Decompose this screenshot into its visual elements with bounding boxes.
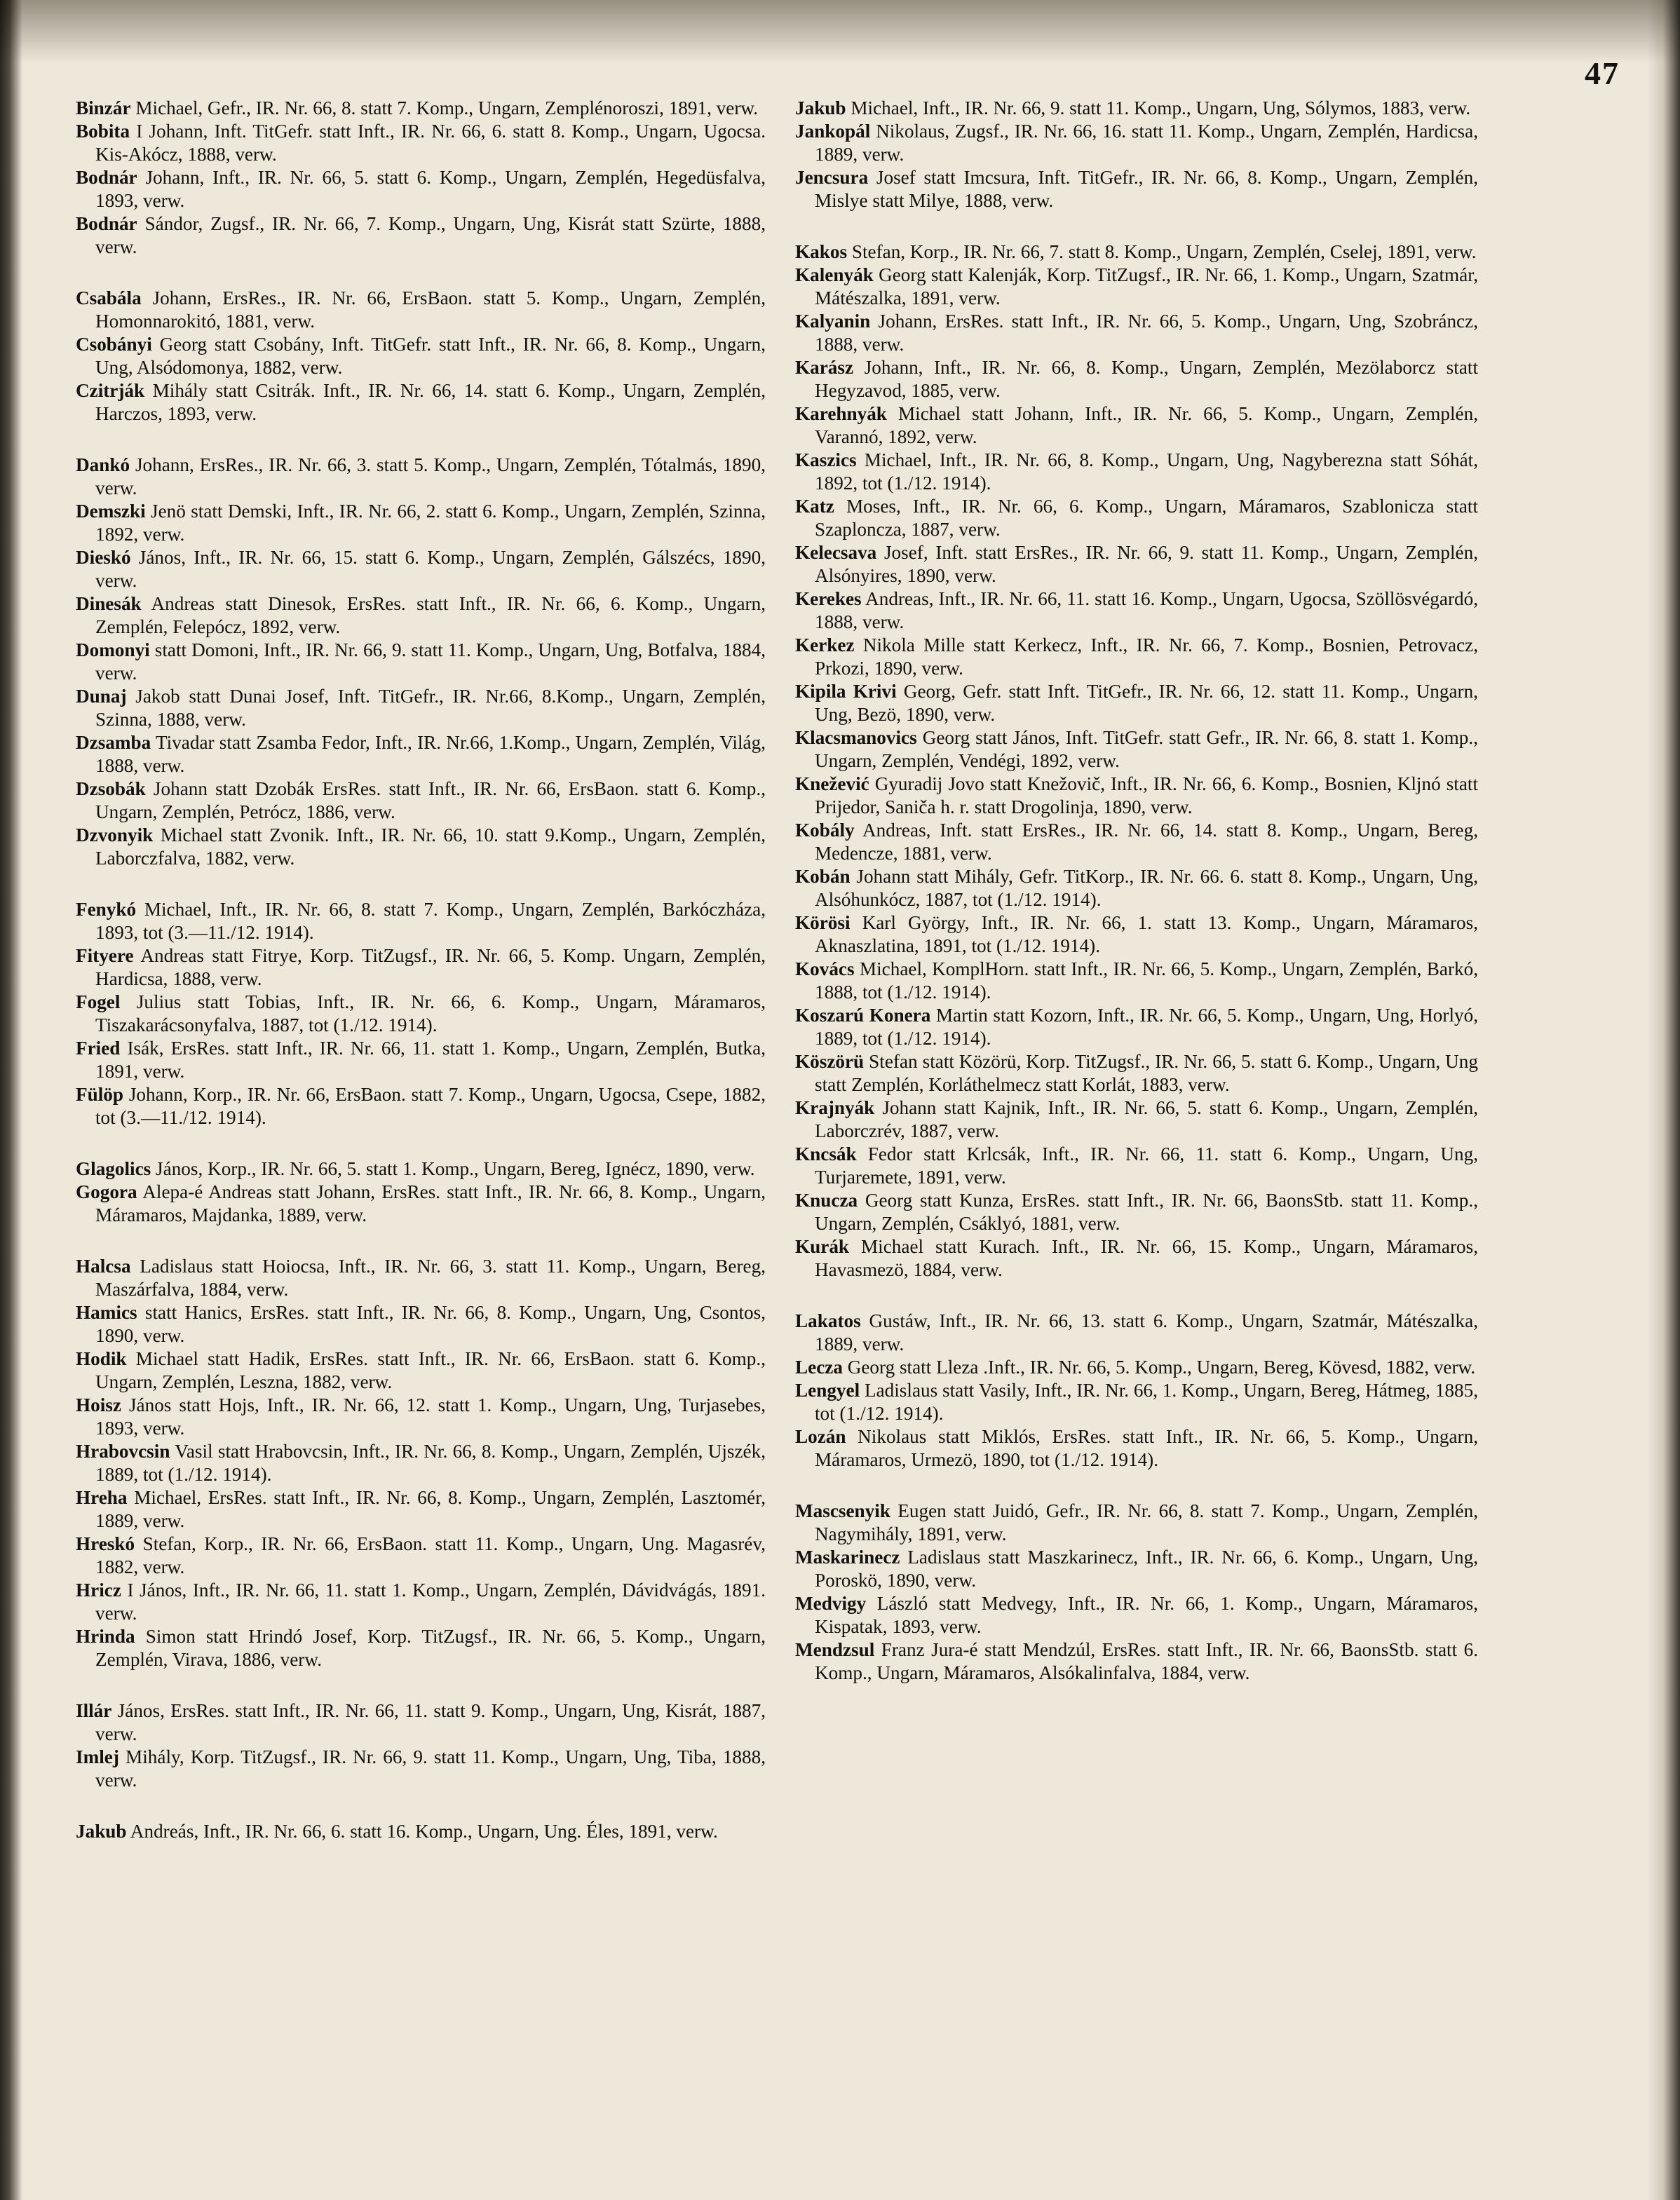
- entry-surname: Körösi: [795, 912, 851, 933]
- list-item: [76, 1083, 766, 1129]
- entry-surname: Bodnár: [76, 213, 137, 234]
- entry-details: Moses, Inft., IR. Nr. 66, 6. Komp., Ungarn, Máramaros, Szablonicza statt Szaploncza, 1887, verw.: [815, 496, 1478, 540]
- entry-details: Michael statt Hadik, ErsRes. statt Inft., IR. Nr. 66, ErsBaon. statt 6. Komp., Ungarn, Zemplén, Leszna, 1882, verw.: [95, 1348, 766, 1392]
- entry-surname: Mascsenyik: [795, 1500, 890, 1521]
- entry-details: Eugen statt Juidó, Gefr., IR. Nr. 66, 8. statt 7. Komp., Ungarn, Zemplén, Nagymihály, 1891, verw.: [815, 1500, 1478, 1544]
- list-item: [795, 541, 1478, 588]
- entry-details: Georg statt Csobány, Inft. TitGefr. statt Inft., IR. Nr. 66, 8. Komp., Ungarn, Ung, Alsódomonya, 1882, verw.: [95, 334, 766, 378]
- list-item: [795, 726, 1478, 773]
- entry-details: Andreas, Inft., IR. Nr. 66, 11. statt 16. Komp., Ungarn, Ugocsa, Szöllösvégardó, 1888, verw.: [815, 588, 1478, 632]
- list-item: [76, 639, 766, 685]
- entry-group: [795, 240, 1478, 1282]
- entry-surname: Hreha: [76, 1487, 128, 1508]
- list-item: [795, 634, 1478, 680]
- list-item: [795, 1235, 1478, 1282]
- entry-details: Michael statt Johann, Inft., IR. Nr. 66, 5. Komp., Ungarn, Zemplén, Varannó, 1892, verw.: [815, 403, 1478, 447]
- entry-surname: Fityere: [76, 945, 134, 966]
- list-item: [76, 97, 766, 120]
- entry-surname: Hricz: [76, 1580, 121, 1601]
- entry-group: [795, 1500, 1478, 1685]
- entry-details: Franz Jura-é statt Mendzúl, ErsRes. statt Inft., IR. Nr. 66, BaonsStb. statt 6. Komp., Ungarn, Máramaros, Alsókalinfalva, 1884, verw.: [815, 1639, 1478, 1683]
- list-item: [795, 166, 1478, 212]
- entry-surname: Maskarinecz: [795, 1547, 900, 1568]
- entry-details: Simon statt Hrindó Josef, Korp. TitZugsf., IR. Nr. 66, 5. Komp., Ungarn, Zemplén, Virava, 1886, verw.: [95, 1626, 766, 1670]
- list-item: [76, 824, 766, 870]
- entry-surname: Jankopál: [795, 121, 871, 142]
- entry-details: Michael, ErsRes. statt Inft., IR. Nr. 66, 8. Komp., Ungarn, Zemplén, Lasztomér, 1889, verw.: [95, 1487, 766, 1531]
- entry-surname: Kobály: [795, 820, 855, 841]
- list-item: [795, 495, 1478, 541]
- entry-surname: Kovács: [795, 958, 855, 979]
- entry-surname: Kipila Krivi: [795, 681, 897, 702]
- entry-surname: Knucza: [795, 1190, 858, 1211]
- entry-surname: Karehnyák: [795, 403, 887, 424]
- entry-surname: Krajnyák: [795, 1097, 875, 1118]
- list-item: [76, 592, 766, 639]
- entry-surname: Kurák: [795, 1236, 850, 1257]
- entry-details: Ladislaus statt Hoiocsa, Inft., IR. Nr. 66, 3. statt 11. Komp., Ungarn, Bereg, Maszárfalva, 1884, verw.: [95, 1256, 766, 1300]
- list-item: [76, 1486, 766, 1533]
- entry-details: Alepa-é Andreas statt Johann, ErsRes. statt Inft., IR. Nr. 66, 8. Komp., Ungarn, Máramaros, Majdanka, 1889, verw.: [95, 1181, 766, 1225]
- list-item: [795, 1379, 1478, 1425]
- entry-surname: Mendzsul: [795, 1639, 875, 1660]
- list-item: [76, 546, 766, 592]
- entry-surname: Fried: [76, 1038, 121, 1059]
- entry-surname: Hreskó: [76, 1533, 135, 1554]
- entry-details: Karl György, Inft., IR. Nr. 66, 1. statt 13. Komp., Ungarn, Máramaros, Aknaszlatina, 1891, tot (1./12. 1914).: [815, 912, 1478, 956]
- entry-details: Fedor statt Krlcsák, Inft., IR. Nr. 66, 11. statt 6. Komp., Ungarn, Ung, Turjaremete, 1891, verw.: [815, 1143, 1478, 1188]
- list-item: [76, 454, 766, 500]
- list-item: [795, 310, 1478, 356]
- list-item: [795, 1143, 1478, 1189]
- list-item: [76, 731, 766, 778]
- right-column: [795, 97, 1478, 1713]
- list-item: [76, 1157, 766, 1181]
- list-item: [795, 120, 1478, 166]
- entry-details: Vasil statt Hrabovcsin, Inft., IR. Nr. 66, 8. Komp., Ungarn, Zemplén, Ujszék, 1889, tot (1./12. 1914).: [95, 1441, 766, 1485]
- list-item: [76, 1440, 766, 1486]
- entry-details: Andreas, Inft. statt ErsRes., IR. Nr. 66, 14. statt 8. Komp., Ungarn, Bereg, Medencze, 1881, verw.: [815, 820, 1478, 864]
- entry-surname: Domonyi: [76, 639, 150, 660]
- list-item: [795, 264, 1478, 310]
- entry-details: Georg statt János, Inft. TitGefr. statt Gefr., IR. Nr. 66, 8. statt 1. Komp., Ungarn, Zemplén, Vendégi, 1892, verw.: [815, 727, 1478, 771]
- entry-surname: Knežević: [795, 773, 869, 794]
- entry-details: Tivadar statt Zsamba Fedor, Inft., IR. Nr.66, 1.Komp., Ungarn, Zemplén, Világ, 1888, verw.: [95, 732, 766, 776]
- entry-details: Ladislaus statt Maszkarinecz, Inft., IR. Nr. 66, 6. Komp., Ungarn, Ung, Poroskö, 1890, verw.: [815, 1547, 1478, 1591]
- entry-surname: Hodik: [76, 1348, 127, 1369]
- entry-details: statt Domoni, Inft., IR. Nr. 66, 9. statt 11. Komp., Ungarn, Ung, Botfalva, 1884, verw.: [95, 639, 766, 684]
- entry-surname: Hoisz: [76, 1394, 121, 1415]
- list-item: [76, 1820, 766, 1843]
- entry-surname: Dunaj: [76, 686, 127, 707]
- entry-surname: Hrabovcsin: [76, 1441, 170, 1462]
- entry-details: Georg statt Kunza, ErsRes. statt Inft., IR. Nr. 66, BaonsStb. statt 11. Komp., Ungarn, Zemplén, Csáklyó, 1881, verw.: [815, 1190, 1478, 1234]
- entry-surname: Czitrják: [76, 380, 145, 401]
- list-item: [76, 778, 766, 824]
- entry-details: Julius statt Tobias, Inft., IR. Nr. 66, 6. Komp., Ungarn, Máramaros, Tiszakarácsonyfalva, 1887, tot (1./12. 1914).: [95, 991, 766, 1036]
- entry-surname: Csobányi: [76, 334, 152, 355]
- entry-details: Josef, Inft. statt ErsRes., IR. Nr. 66, 9. statt 11. Komp., Ungarn, Zemplén, Alsónyires, 1890, verw.: [815, 542, 1478, 586]
- entry-surname: Dzsobák: [76, 778, 146, 799]
- entry-details: Johann, ErsRes., IR. Nr. 66, 3. statt 5. Komp., Ungarn, Zemplén, Tótalmás, 1890, verw.: [95, 454, 766, 498]
- entry-details: Michael, Gefr., IR. Nr. 66, 8. statt 7. Komp., Ungarn, Zemplénoroszi, 1891, verw.: [130, 97, 759, 118]
- list-item: [76, 120, 766, 166]
- entry-surname: Bodnár: [76, 167, 137, 188]
- list-item: [76, 379, 766, 426]
- list-item: [795, 958, 1478, 1004]
- entry-surname: Kakos: [795, 241, 848, 262]
- list-item: [795, 240, 1478, 264]
- entry-surname: Klacsmanovics: [795, 727, 917, 748]
- entry-details: Johann statt Kajnik, Inft., IR. Nr. 66, 5. statt 6. Komp., Ungarn, Zemplén, Laborczrév, 1887, verw.: [815, 1097, 1478, 1141]
- entry-surname: Dankó: [76, 454, 130, 475]
- entry-details: Michael, Inft., IR. Nr. 66, 9. statt 11. Komp., Ungarn, Ung, Sólymos, 1883, verw.: [846, 97, 1471, 118]
- entry-details: János, ErsRes. statt Inft., IR. Nr. 66, 11. statt 9. Komp., Ungarn, Ung, Kisrát, 1887, verw.: [95, 1700, 766, 1744]
- entry-surname: Fenykó: [76, 899, 137, 920]
- list-item: [76, 287, 766, 333]
- list-item: [76, 212, 766, 259]
- entry-details: Nikolaus, Zugsf., IR. Nr. 66, 16. statt 11. Komp., Ungarn, Zemplén, Hardicsa, 1889, verw.: [815, 121, 1478, 165]
- list-item: [76, 1746, 766, 1792]
- entry-details: Isák, ErsRes. statt Inft., IR. Nr. 66, 11. statt 1. Komp., Ungarn, Zemplén, Butka, 1891, verw.: [95, 1038, 766, 1082]
- entry-surname: Kncsák: [795, 1143, 857, 1164]
- entry-surname: Hamics: [76, 1302, 137, 1323]
- entry-surname: Illár: [76, 1700, 112, 1721]
- list-item: [795, 1425, 1478, 1472]
- list-item: [795, 402, 1478, 449]
- entry-surname: Lakatos: [795, 1310, 861, 1331]
- list-item: [76, 1699, 766, 1746]
- list-item: [795, 773, 1478, 819]
- entry-surname: Demszki: [76, 501, 146, 522]
- entry-surname: Bobita: [76, 121, 130, 142]
- entry-details: Michael statt Zvonik. Inft., IR. Nr. 66, 10. statt 9.Komp., Ungarn, Zemplén, Laborczfalva, 1882, verw.: [95, 824, 766, 869]
- list-item: [795, 1189, 1478, 1235]
- entry-details: Michael, Inft., IR. Nr. 66, 8. Komp., Ungarn, Ung, Nagyberezna statt Sóhát, 1892, tot (1./12. 1914).: [815, 449, 1478, 494]
- list-item: [795, 1310, 1478, 1356]
- list-item: [76, 944, 766, 991]
- entry-surname: Kaszics: [795, 449, 857, 470]
- entry-surname: Glagolics: [76, 1158, 151, 1179]
- list-item: [76, 500, 766, 546]
- entry-details: János, Korp., IR. Nr. 66, 5. statt 1. Komp., Ungarn, Bereg, Ignécz, 1890, verw.: [151, 1158, 755, 1179]
- list-item: [795, 1592, 1478, 1638]
- entry-details: Andreas statt Fitrye, Korp. TitZugsf., IR. Nr. 66, 5. Komp. Ungarn, Zemplén, Hardicsa, 1888, verw.: [95, 945, 766, 989]
- entry-surname: Kobán: [795, 866, 851, 887]
- list-item: [795, 865, 1478, 911]
- entry-details: Andreás, Inft., IR. Nr. 66, 6. statt 16. Komp., Ungarn, Ung. Éles, 1891, verw.: [126, 1821, 718, 1842]
- entry-group: [76, 287, 766, 426]
- entry-surname: Kalyanin: [795, 311, 871, 332]
- entry-details: Gustáw, Inft., IR. Nr. 66, 13. statt 6. Komp., Ungarn, Szatmár, Mátészalka, 1889, verw.: [815, 1310, 1478, 1354]
- entry-details: Stefan statt Közörü, Korp. TitZugsf., IR. Nr. 66, 5. statt 6. Komp., Ungarn, Ung statt Zemplén, Korláthelmecz statt Korlát, 1883, verw.: [815, 1051, 1478, 1095]
- entry-details: I János, Inft., IR. Nr. 66, 11. statt 1. Komp., Ungarn, Zemplén, Dávidvágás, 1891. verw.: [95, 1580, 766, 1624]
- entry-surname: Kalenyák: [795, 264, 874, 285]
- entry-details: Josef statt Imcsura, Inft. TitGefr., IR. Nr. 66, 8. Komp., Ungarn, Zemplén, Mislye statt Milye, 1888, verw.: [815, 167, 1478, 211]
- list-item: [795, 449, 1478, 495]
- entry-details: Johann statt Dzobák ErsRes. statt Inft., IR. Nr. 66, ErsBaon. statt 6. Komp., Ungarn, Zemplén, Petrócz, 1886, verw.: [95, 778, 766, 822]
- entry-surname: Fülöp: [76, 1084, 123, 1105]
- entry-details: Georg statt Kalenják, Korp. TitZugsf., IR. Nr. 66, 1. Komp., Ungarn, Szatmár, Mátészalka, 1891, verw.: [815, 264, 1478, 308]
- list-item: [795, 1638, 1478, 1685]
- entry-surname: Koszarú Konera: [795, 1005, 931, 1026]
- entry-details: Michael, KomplHorn. statt Inft., IR. Nr. 66, 5. Komp., Ungarn, Zemplén, Barkó, 1888, tot (1./12. 1914).: [815, 958, 1478, 1003]
- entry-group: [76, 1699, 766, 1792]
- entry-details: János statt Hojs, Inft., IR. Nr. 66, 12. statt 1. Komp., Ungarn, Ung, Turjasebes, 1893, verw.: [95, 1394, 766, 1439]
- entry-details: Johann, ErsRes. statt Inft., IR. Nr. 66, 5. Komp., Ungarn, Ung, Szobráncz, 1888, verw.: [815, 311, 1478, 355]
- list-item: [795, 1096, 1478, 1143]
- list-item: [76, 1394, 766, 1440]
- entry-details: Nikola Mille statt Kerkecz, Inft., IR. Nr. 66, 7. Komp., Bosnien, Petrovacz, Prkozi, 1890, verw.: [815, 634, 1478, 679]
- entry-details: Johann statt Mihály, Gefr. TitKorp., IR. Nr. 66. 6. statt 8. Komp., Ungarn, Ung, Alsóhunkócz, 1887, tot (1./12. 1914).: [815, 866, 1478, 910]
- list-item: [795, 819, 1478, 865]
- list-item: [76, 333, 766, 379]
- entry-details: Ladislaus statt Vasily, Inft., IR. Nr. 66, 1. Komp., Ungarn, Bereg, Hátmeg, 1885, tot (1./12. 1914).: [815, 1380, 1478, 1424]
- entry-group: [795, 1310, 1478, 1472]
- entry-surname: Lecza: [795, 1357, 843, 1378]
- list-item: [795, 680, 1478, 726]
- left-column: [76, 97, 766, 1871]
- entry-surname: Jencsura: [795, 167, 869, 188]
- entry-details: Georg, Gefr. statt Inft. TitGefr., IR. Nr. 66, 12. statt 11. Komp., Ungarn, Ung, Bezö, 1890, verw.: [815, 681, 1478, 725]
- entry-surname: Dinesák: [76, 593, 142, 614]
- list-item: [76, 1255, 766, 1301]
- entry-details: Michael, Inft., IR. Nr. 66, 8. statt 7. Komp., Ungarn, Zemplén, Barkóczháza, 1893, tot (3.—11./12. 1914).: [95, 899, 766, 943]
- list-item: [76, 1037, 766, 1083]
- entry-details: László statt Medvegy, Inft., IR. Nr. 66, 1. Komp., Ungarn, Máramaros, Kispatak, 1893, verw.: [815, 1593, 1478, 1637]
- entry-details: Michael statt Kurach. Inft., IR. Nr. 66, 15. Komp., Ungarn, Máramaros, Havasmezö, 1884, verw.: [815, 1236, 1478, 1280]
- entry-surname: Kelecsava: [795, 542, 877, 563]
- list-item: [76, 1579, 766, 1625]
- entry-details: Jenö statt Demski, Inft., IR. Nr. 66, 2. statt 6. Komp., Ungarn, Zemplén, Szinna, 1892, verw.: [95, 501, 766, 545]
- list-item: [76, 991, 766, 1037]
- entry-group: [76, 1820, 766, 1843]
- entry-group: [76, 454, 766, 870]
- entry-surname: Lozán: [795, 1426, 846, 1447]
- entry-surname: Gogora: [76, 1181, 137, 1202]
- entry-surname: Jakub: [76, 1821, 127, 1842]
- list-item: [795, 97, 1478, 120]
- list-item: [76, 685, 766, 731]
- list-item: [76, 1347, 766, 1394]
- entry-details: Stefan, Korp., IR. Nr. 66, ErsBaon. statt 11. Komp., Ungarn, Ung. Magasrév, 1882, verw.: [95, 1533, 766, 1577]
- entry-surname: Karász: [795, 357, 854, 378]
- entry-surname: Halcsa: [76, 1256, 131, 1277]
- list-item: [795, 1004, 1478, 1050]
- entry-surname: Imlej: [76, 1746, 119, 1767]
- page-number: 47: [1585, 55, 1620, 91]
- entry-surname: Lengyel: [795, 1380, 860, 1401]
- list-item: [795, 356, 1478, 402]
- entry-group: [76, 97, 766, 259]
- entry-details: Georg statt Lleza .Inft., IR. Nr. 66, 5. Komp., Ungarn, Bereg, Kövesd, 1882, verw.: [842, 1357, 1476, 1378]
- list-item: [795, 588, 1478, 634]
- entry-surname: Dzvonyik: [76, 824, 154, 846]
- list-item: [76, 166, 766, 212]
- entry-details: Johann, Inft., IR. Nr. 66, 8. Komp., Ungarn, Zemplén, Mezölaborcz statt Hegyzavod, 1885, verw.: [815, 357, 1478, 401]
- entry-surname: Kerkez: [795, 634, 855, 656]
- entry-surname: Kerekes: [795, 588, 862, 609]
- entry-details: Stefan, Korp., IR. Nr. 66, 7. statt 8. Komp., Ungarn, Zemplén, Cselej, 1891, verw.: [847, 241, 1477, 262]
- entry-details: Gyuradij Jovo statt Knežovič, Inft., IR. Nr. 66, 6. Komp., Bosnien, Kljnó statt Prijedor, Saniča h. r. statt Drogolinja, 1890, verw.: [815, 773, 1478, 817]
- entry-surname: Medvigy: [795, 1593, 867, 1614]
- entry-details: Mihály, Korp. TitZugsf., IR. Nr. 66, 9. statt 11. Komp., Ungarn, Ung, Tiba, 1888, verw.: [95, 1746, 766, 1791]
- entry-surname: Jakub: [795, 97, 846, 118]
- entry-details: Nikolaus statt Miklós, ErsRes. statt Inft., IR. Nr. 66, 5. Komp., Ungarn, Máramaros, Urmezö, 1890, tot (1./12. 1914).: [815, 1426, 1478, 1470]
- list-item: [76, 898, 766, 944]
- entry-surname: Binzár: [76, 97, 131, 118]
- list-item: [76, 1625, 766, 1671]
- entry-surname: Katz: [795, 496, 834, 517]
- entry-surname: Fogel: [76, 991, 121, 1012]
- entry-details: Johann, ErsRes., IR. Nr. 66, ErsBaon. statt 5. Komp., Ungarn, Zemplén, Homonnarokitó, 1881, verw.: [95, 287, 766, 332]
- list-item: [795, 1500, 1478, 1546]
- entry-group: [76, 898, 766, 1129]
- entry-details: Johann, Inft., IR. Nr. 66, 5. statt 6. Komp., Ungarn, Zemplén, Hegedüsfalva, 1893, verw.: [95, 167, 766, 211]
- entry-group: [76, 1157, 766, 1227]
- list-item: [795, 1546, 1478, 1592]
- entry-surname: Csabála: [76, 287, 142, 308]
- entry-surname: Dzsamba: [76, 732, 151, 753]
- list-item: [76, 1181, 766, 1227]
- entry-details: statt Hanics, ErsRes. statt Inft., IR. Nr. 66, 8. Komp., Ungarn, Ung, Csontos, 1890, verw.: [95, 1302, 766, 1346]
- entry-details: Andreas statt Dinesok, ErsRes. statt Inft., IR. Nr. 66, 6. Komp., Ungarn, Zemplén, Felepócz, 1892, verw.: [95, 593, 766, 637]
- entry-details: Johann, Korp., IR. Nr. 66, ErsBaon. statt 7. Komp., Ungarn, Ugocsa, Csepe, 1882, tot (3.—11./12. 1914).: [95, 1084, 766, 1128]
- entry-surname: Hrinda: [76, 1626, 135, 1647]
- entry-details: I Johann, Inft. TitGefr. statt Inft., IR. Nr. 66, 6. statt 8. Komp., Ungarn, Ugocsa. Kis-Akócz, 1888, verw.: [95, 121, 766, 165]
- entry-details: Jakob statt Dunai Josef, Inft. TitGefr., IR. Nr.66, 8.Komp., Ungarn, Zemplén, Szinna, 1888, verw.: [95, 686, 766, 730]
- entry-surname: Köszörü: [795, 1051, 865, 1072]
- list-item: [76, 1533, 766, 1579]
- list-item: [795, 911, 1478, 958]
- entry-surname: Dieskó: [76, 547, 131, 568]
- entry-details: Martin statt Kozorn, Inft., IR. Nr. 66, 5. Komp., Ungarn, Ung, Horlyó, 1889, tot (1./12. 1914).: [815, 1005, 1478, 1049]
- entry-group: [76, 1255, 766, 1671]
- entry-group: [795, 97, 1478, 212]
- entry-details: Mihály statt Csitrák. Inft., IR. Nr. 66, 14. statt 6. Komp., Ungarn, Zemplén, Harczos, 1893, verw.: [95, 380, 766, 424]
- entry-details: János, Inft., IR. Nr. 66, 15. statt 6. Komp., Ungarn, Zemplén, Gálszécs, 1890, verw.: [95, 547, 766, 591]
- list-item: [795, 1050, 1478, 1096]
- list-item: [76, 1301, 766, 1347]
- entry-details: Sándor, Zugsf., IR. Nr. 66, 7. Komp., Ungarn, Ung, Kisrát statt Szürte, 1888, verw.: [95, 213, 766, 257]
- list-item: [795, 1356, 1478, 1379]
